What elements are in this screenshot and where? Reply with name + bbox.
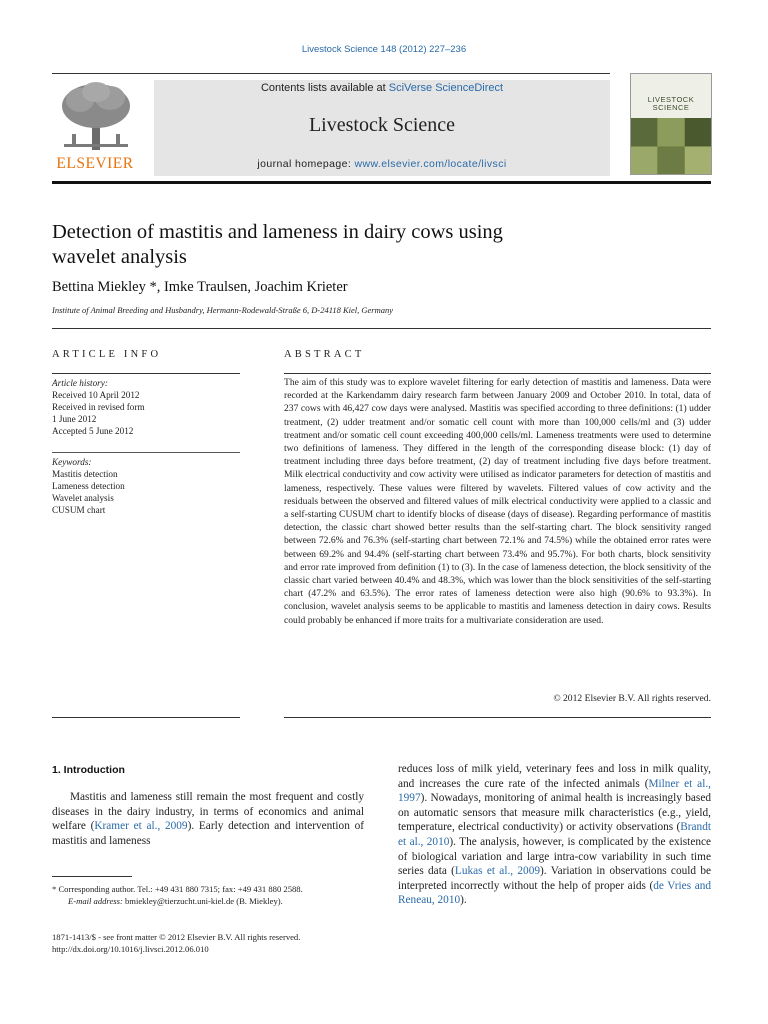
journal-cover[interactable]	[630, 73, 712, 175]
corresponding-author: * Corresponding author. Tel.: +49 431 880 7315; fax: +49 431 880 2588.	[52, 884, 303, 894]
issn-doi	[52, 931, 382, 955]
homepage-prefix: journal homepage:	[257, 158, 355, 170]
sciencedirect-link[interactable]: SciVerse ScienceDirect	[388, 82, 504, 94]
abstract-rule	[284, 373, 711, 374]
keyword-item: Mastitis detection	[52, 469, 118, 479]
issn-line: 1871-1413/$ - see front matter © 2012 Elsevier B.V. All rights reserved.	[52, 932, 301, 942]
contents-prefix: Contents lists available at	[260, 82, 389, 94]
keyword-item: Wavelet analysis	[52, 493, 114, 503]
article-info-bottom-rule	[52, 717, 240, 718]
cover-title-line2: SCIENCE	[652, 103, 690, 112]
cover-title-line1: LIVESTOCK	[647, 95, 695, 104]
article-info-heading: ARTICLE INFO	[52, 349, 162, 360]
abstract-heading: ABSTRACT	[284, 349, 365, 360]
footnote	[52, 883, 364, 907]
email-label: E-mail address:	[68, 896, 123, 906]
email-address[interactable]: bmiekley@tierzucht.uni-kiel.de (B. Miekley).	[122, 896, 283, 906]
abstract-copyright: © 2012 Elsevier B.V. All rights reserved.	[553, 693, 711, 704]
journal-name: Livestock Science	[308, 114, 456, 136]
intro-right-column	[398, 762, 711, 908]
intro-left-column	[52, 790, 364, 848]
article-history	[52, 377, 242, 437]
keywords-rule	[52, 452, 240, 453]
affiliation: Institute of Animal Breeding and Husbandry, Hermann-Rodewald-Straße 6, D-24118 Kiel, Germany	[52, 305, 393, 315]
history-item: Received 10 April 2012	[52, 390, 140, 400]
history-item: Received in revised form	[52, 402, 145, 412]
homepage-line	[154, 158, 610, 170]
title-line-1: Detection of mastitis and lameness in dairy cows using	[52, 221, 503, 243]
reference-link[interactable]: de Vries and Reneau, 2010	[398, 879, 711, 907]
header-rule	[52, 73, 610, 74]
footnote-rule	[52, 876, 132, 877]
intro-text: ). Variation in observations could be interpreted incorrectly without the help of proper aids (	[398, 865, 711, 892]
abstract-text: The aim of this study was to explore wavelet filtering for early detection of mastitis and lameness. Data were recorded at the Karkendamm dairy research farm between January 2009 and October 2010. In total, data of 237 cows with 46,427 cow days were analysed. Mastitis was specified according to three definitions: (1) udder treatment, (2) udder treatment and/or somatic cell count with more than 100,000 cells/ml and (3) udder treatment and/or somatic cell count exceeding 400,000 cells/ml. Lameness treatments were used to determine two definitions of lameness. They differed in the length of the corresponding disease block: (1) day of treatment including three days before treatment, (2) day of treatment including five days before treatment. Milk electrical conductivity and cow activity were utilised as indicator parameters for detection of mastitis and lameness, respectively. These values were filtered by wavelets. Filtered values of cow activity and the residuals between the observed and filtered values of milk electrical conductivity were applied to a classic and a self-starting CUSUM chart to identify blocks of disease (days of disease). Regarding performance of mastitis detection, the classic chart showed better results than the self-starting chart. The block sensitivity ranged between 72.6% and 76.3% (self-starting chart between 72.1% and 74.5%) while the obtained error rates were between 69.2% and 94.4% (self-starting chart between 73.4% and 95.7%). For both charts, block sensitivity and error rate improved from definition (1) to (3). In the case of lameness detection, the block sensitivity of the classic chart varied between 40.4% and 48.3%, which was lower than the block sensitivities of the self-starting chart (47.2% and 63.5%). The error rates of lameness detection were also high (90.6% to 93.3%). In conclusion, wavelet analysis seems to be applicable to mastitis and lameness detection in dairy cows. Results could probably be enhanced if more traits for a multivariate consideration are used.	[284, 377, 711, 626]
intro-text: reduces loss of milk yield, veterinary fees and loss in milk quality, and increases the cure rate of the infected animals (	[398, 763, 711, 790]
publisher-wordmark: ELSEVIER	[56, 155, 134, 172]
homepage-link[interactable]: www.elsevier.com/locate/livsci	[354, 158, 507, 170]
keywords-label: Keywords:	[52, 457, 92, 467]
intro-text: ). Nowadays, monitoring of animal health is increasingly based on automatic sensors that measure milk characteristics (e.g., yield, temperature, electrical conductivity) or activity observations (	[398, 792, 711, 834]
header-thick-rule	[52, 181, 711, 184]
elsevier-logo	[52, 80, 138, 172]
abstract-bottom-rule	[284, 717, 711, 718]
email-line	[52, 895, 364, 907]
doi-link[interactable]: http://dx.doi.org/10.1016/j.livsci.2012.06.010	[52, 944, 209, 954]
journal-banner	[154, 80, 610, 176]
intro-text: ). Early detection and intervention of mastitis and lameness	[52, 820, 364, 847]
keyword-item: Lameness detection	[52, 481, 125, 491]
keyword-item: CUSUM chart	[52, 505, 106, 515]
title-rule	[52, 328, 711, 329]
history-item: Accepted 5 June 2012	[52, 426, 134, 436]
reference-link[interactable]: Milner et al., 1997	[398, 777, 711, 805]
cover-image-icon	[631, 118, 711, 174]
title-line-2: wavelet analysis	[52, 246, 187, 268]
cover-title	[631, 96, 711, 112]
intro-text: ). The analysis, however, is complicated by the existence of biological variation and large intra-cow variability in such time series data (	[398, 835, 712, 878]
tree-logo-icon	[58, 80, 134, 154]
reference-link[interactable]: Kramer et al., 2009	[94, 820, 188, 833]
article-info-rule	[52, 373, 240, 374]
contents-line	[154, 82, 610, 94]
introduction-heading: 1. Introduction	[52, 764, 125, 776]
intro-text: ).	[460, 894, 467, 907]
history-item: 1 June 2012	[52, 414, 97, 424]
author-list: Bettina Miekley *, Imke Traulsen, Joachim Krieter	[52, 279, 348, 295]
intro-text: Mastitis and lameness still remain the most frequent and costly diseases in the dairy industry, in terms of economics and animal welfare (	[52, 791, 364, 833]
history-label: Article history:	[52, 378, 108, 388]
reference-link[interactable]: Brandt et al., 2010	[398, 821, 711, 848]
reference-link[interactable]: Lukas et al., 2009	[454, 865, 541, 878]
journal-citation[interactable]: Livestock Science 148 (2012) 227–236	[301, 44, 467, 55]
article-title	[52, 220, 652, 270]
keywords	[52, 456, 242, 516]
